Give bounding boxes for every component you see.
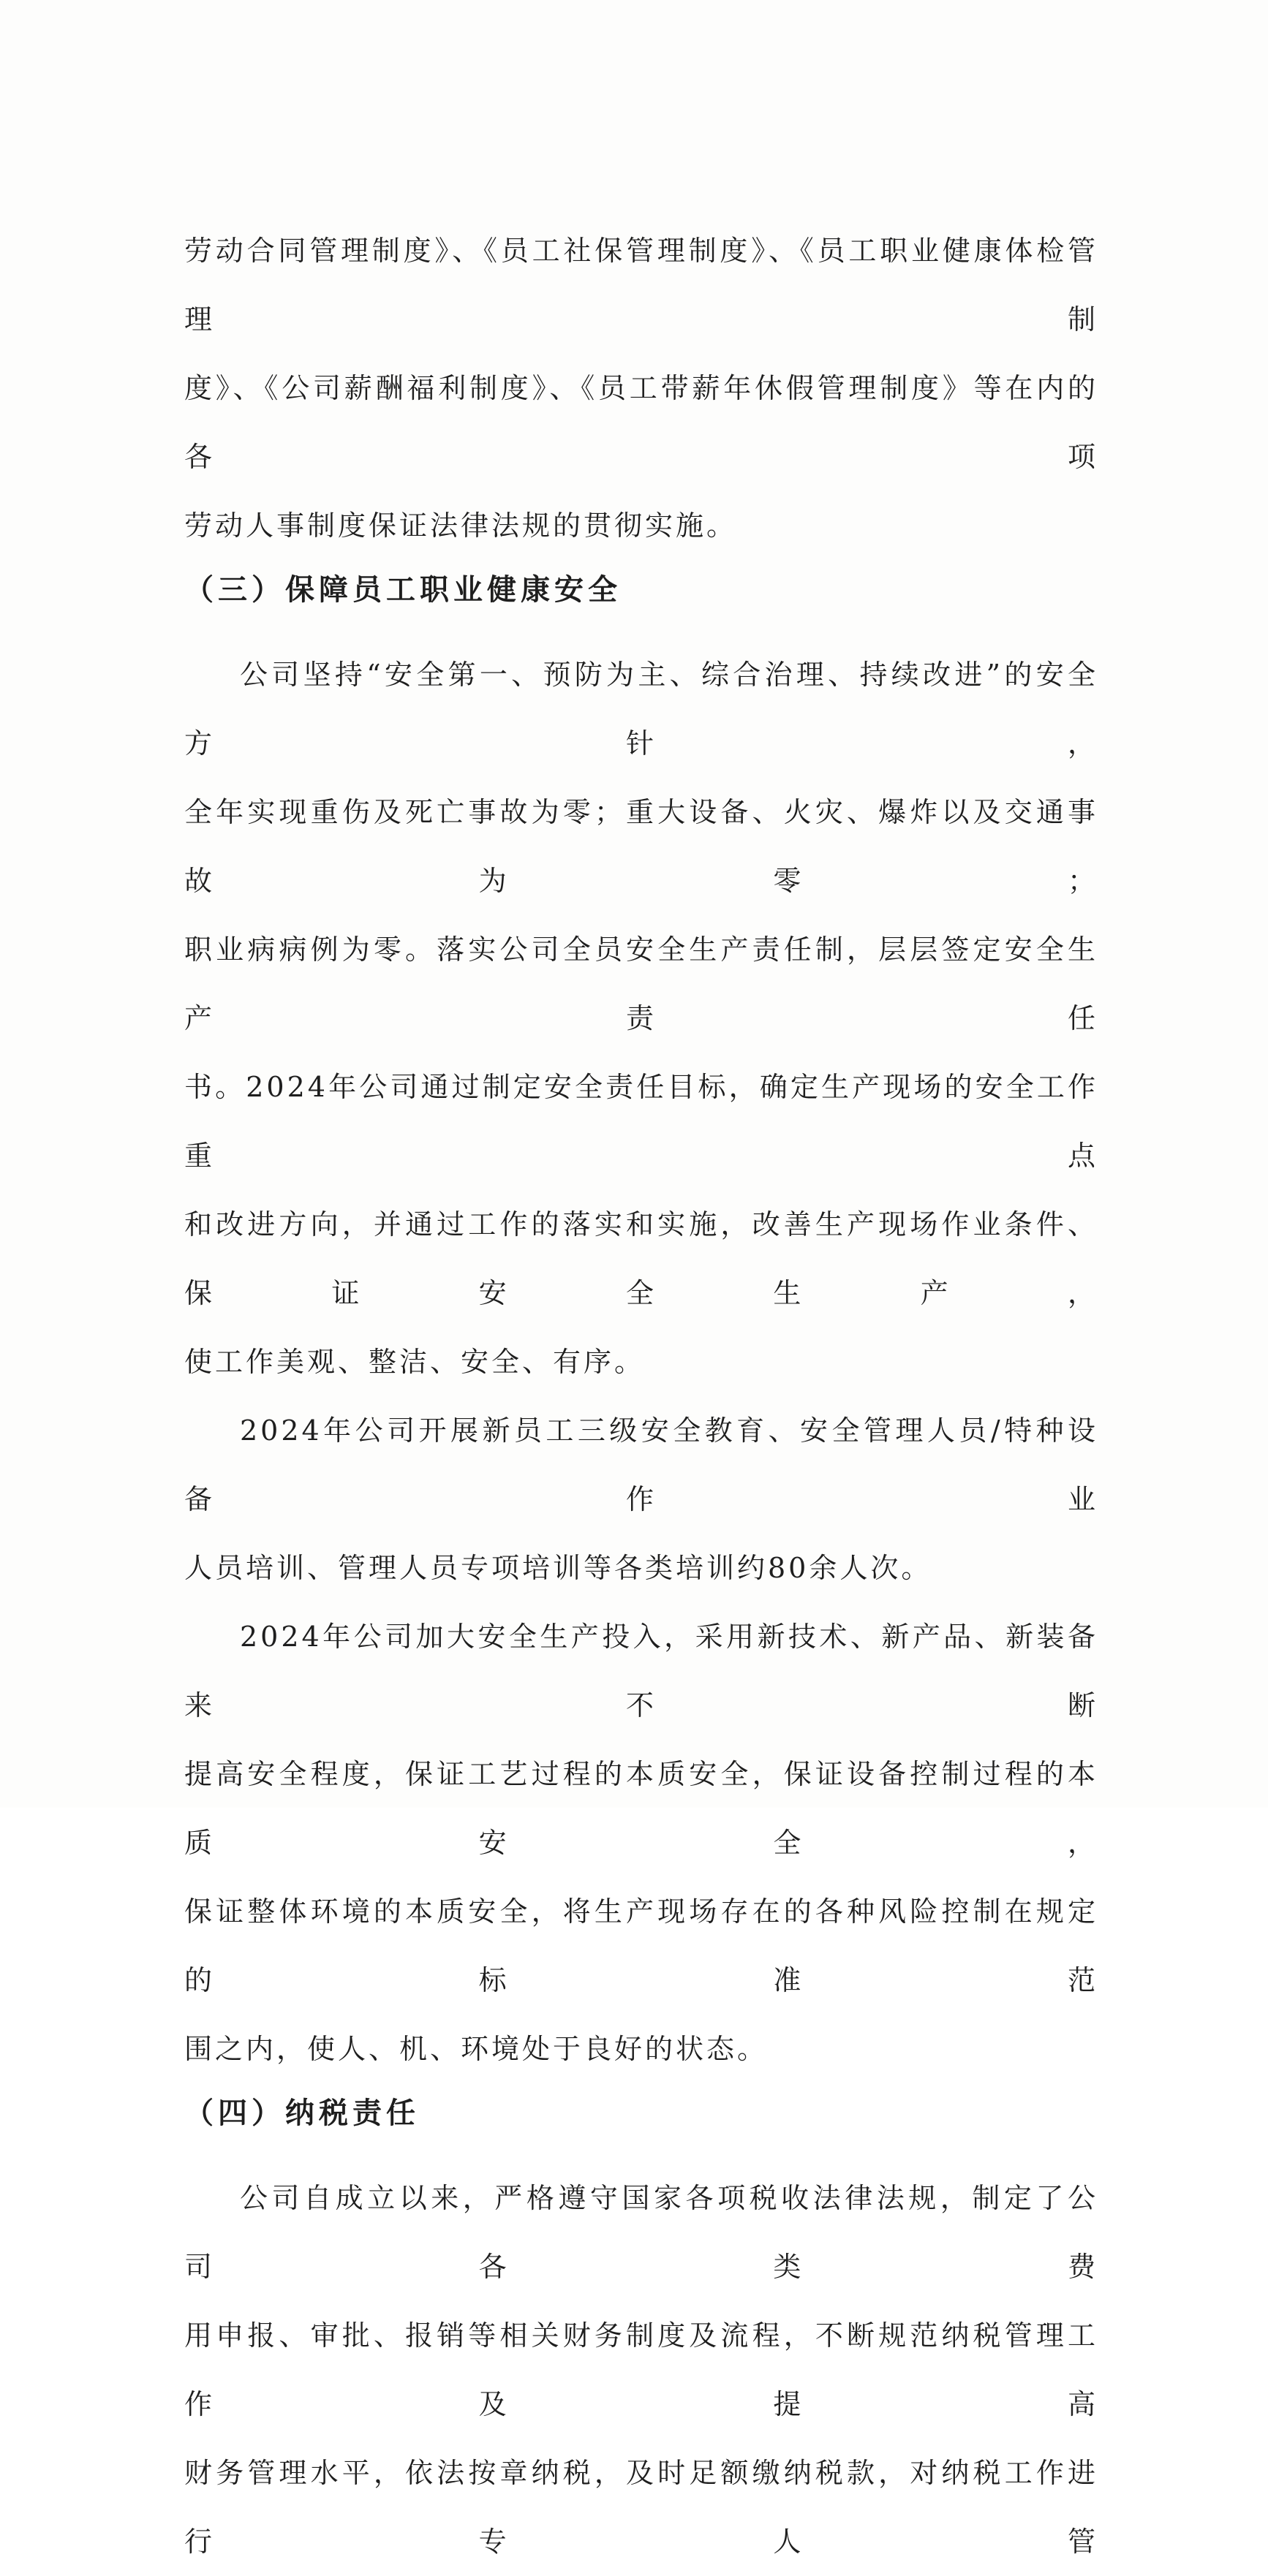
- section-3-paragraph-1: [184, 640, 1098, 1396]
- section-3-paragraph-3: [184, 1602, 1098, 2083]
- paragraph-line: 人员培训、管理人员专项培训等各类培训约80余人次。: [184, 1552, 932, 1584]
- paragraph-line: 围之内，使人、机、环境处于良好的状态。: [184, 2033, 769, 2065]
- section-3-heading: （三）保障员工职业健康安全: [184, 573, 622, 607]
- paragraph-line: 保证整体环境的本质安全，将生产现场存在的各种风险控制在规定的标准范: [184, 1895, 1098, 1996]
- section-3-paragraph-2: [184, 1396, 1098, 1602]
- paragraph-line: 使工作美观、整洁、安全、有序。: [184, 1346, 646, 1378]
- paragraph-line: 公司自成立以来，严格遵守国家各项税收法律法规，制定了公司各类费: [184, 2182, 1098, 2283]
- paragraph-line: 提高安全程度，保证工艺过程的本质安全，保证设备控制过程的本质安全，: [184, 1758, 1098, 1859]
- document-body: [184, 216, 1098, 2576]
- paragraph-line: 2024年公司开展新员工三级安全教育、安全管理人员/特种设备作业: [184, 1414, 1098, 1515]
- paragraph-line: 和改进方向，并通过工作的落实和实施，改善生产现场作业条件、保证安全生产，: [184, 1208, 1098, 1309]
- intro-paragraph: [184, 216, 1098, 560]
- paragraph-line: 用申报、审批、报销等相关财务制度及流程，不断规范纳税管理工作及提高: [184, 2319, 1098, 2420]
- paragraph-line: 书。2024年公司通过制定安全责任目标，确定生产现场的安全工作重点: [184, 1071, 1098, 1172]
- section-4-heading: （四）纳税责任: [184, 2096, 420, 2130]
- paragraph-line: 公司坚持“安全第一、预防为主、综合治理、持续改进”的安全方针，: [184, 659, 1098, 759]
- paragraph-line: 劳动合同管理制度》、《员工社保管理制度》、《员工职业健康体检管理制: [184, 235, 1098, 336]
- paragraph-line: 全年实现重伤及死亡事故为零；重大设备、火灾、爆炸以及交通事故为零；: [184, 796, 1098, 897]
- paragraph-line: 职业病病例为零。落实公司全员安全生产责任制，层层签定安全生产责任: [184, 933, 1098, 1034]
- section-4-paragraph-1: [184, 2164, 1098, 2576]
- paragraph-line: 2024年公司加大安全生产投入，采用新技术、新产品、新装备来不断: [184, 1621, 1098, 1721]
- paragraph-line: 度》、《公司薪酬福利制度》、《员工带薪年休假管理制度》等在内的各项: [184, 372, 1098, 473]
- paragraph-line: 劳动人事制度保证法律法规的贯彻实施。: [184, 509, 738, 542]
- paragraph-line: 财务管理水平，依法按章纳税，及时足额缴纳税款，对纳税工作进行专人管: [184, 2457, 1098, 2558]
